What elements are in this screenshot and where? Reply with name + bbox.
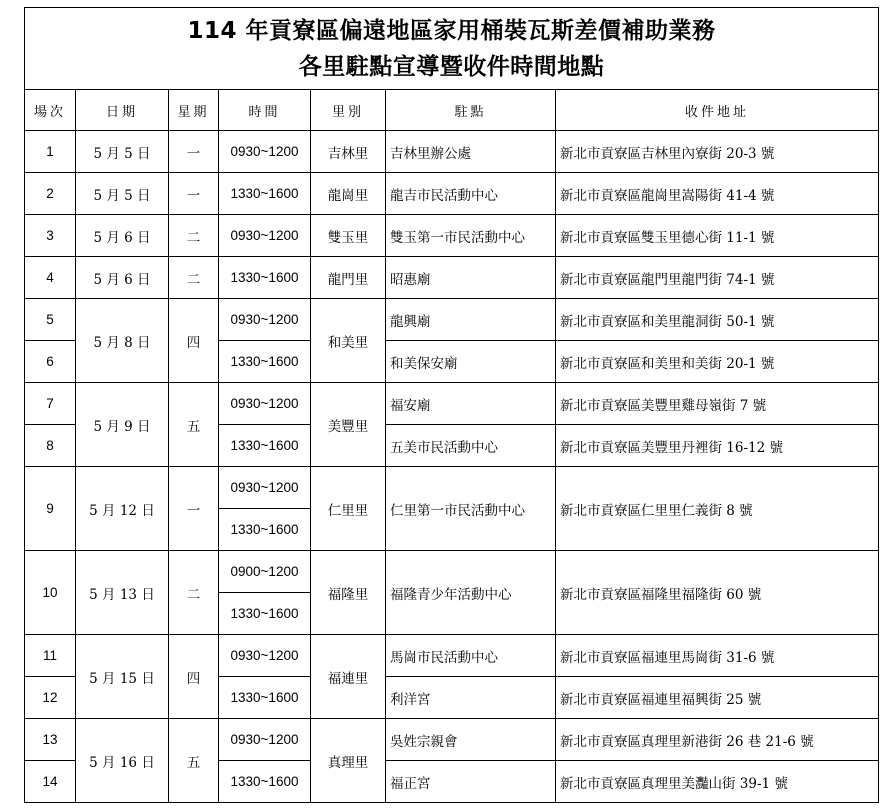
time-cell: 1330~1600: [219, 761, 311, 803]
header-time: 時間: [219, 90, 311, 131]
document-page: [24, 7, 878, 803]
village-cell: 真理里: [311, 719, 386, 803]
session-number: 8: [25, 425, 76, 467]
title-block: [25, 8, 879, 90]
date-cell: 5 月 5 日: [76, 131, 169, 173]
address-cell: 新北市貢寮區吉林里內寮街 20-3 號: [556, 131, 879, 173]
session-number: 2: [25, 173, 76, 215]
village-cell: 福連里: [311, 635, 386, 719]
time-cell: 1330~1600: [219, 425, 311, 467]
weekday-cell: 一: [169, 467, 219, 551]
address-cell: 新北市貢寮區美豐里丹裡街 16-12 號: [556, 425, 879, 467]
session-number: 1: [25, 131, 76, 173]
session-number: 7: [25, 383, 76, 425]
date-cell: 5 月 13 日: [76, 551, 169, 635]
village-cell: 雙玉里: [311, 215, 386, 257]
session-number: 5: [25, 299, 76, 341]
weekday-cell: 一: [169, 131, 219, 173]
table-row: [25, 635, 879, 677]
time-cell: 1330~1600: [219, 677, 311, 719]
address-cell: 新北市貢寮區仁里里仁義街 8 號: [556, 467, 879, 551]
village-cell: 龍門里: [311, 257, 386, 299]
station-cell: 五美市民活動中心: [386, 425, 556, 467]
time-cell: 1330~1600: [219, 341, 311, 383]
weekday-cell: 五: [169, 719, 219, 803]
village-cell: 仁里里: [311, 467, 386, 551]
village-cell: 龍崗里: [311, 173, 386, 215]
station-cell: 昭惠廟: [386, 257, 556, 299]
session-number: 4: [25, 257, 76, 299]
session-number: 10: [25, 551, 76, 635]
session-number: 6: [25, 341, 76, 383]
time-cell: 0930~1200: [219, 131, 311, 173]
address-cell: 新北市貢寮區福連里福興街 25 號: [556, 677, 879, 719]
table-row: [25, 467, 879, 509]
date-cell: 5 月 15 日: [76, 635, 169, 719]
station-cell: 福隆青少年活動中心: [386, 551, 556, 635]
session-number: 11: [25, 635, 76, 677]
station-cell: 吳姓宗親會: [386, 719, 556, 761]
table-header: [25, 90, 879, 131]
header-date: 日期: [76, 90, 169, 131]
time-cell: 0930~1200: [219, 299, 311, 341]
address-cell: 新北市貢寮區真理里美灩山街 39-1 號: [556, 761, 879, 803]
date-cell: 5 月 6 日: [76, 257, 169, 299]
header-address: 收件地址: [556, 90, 879, 131]
weekday-cell: 五: [169, 383, 219, 467]
weekday-cell: 二: [169, 215, 219, 257]
header-weekday: 星期: [169, 90, 219, 131]
date-cell: 5 月 5 日: [76, 173, 169, 215]
session-number: 13: [25, 719, 76, 761]
table-row: [25, 173, 879, 215]
station-cell: 福安廟: [386, 383, 556, 425]
village-cell: 福隆里: [311, 551, 386, 635]
station-cell: 龍吉市民活動中心: [386, 173, 556, 215]
table-row: [25, 131, 879, 173]
date-cell: 5 月 16 日: [76, 719, 169, 803]
station-cell: 雙玉第一市民活動中心: [386, 215, 556, 257]
session-number: 12: [25, 677, 76, 719]
time-cell: 1330~1600: [219, 593, 311, 635]
address-cell: 新北市貢寮區美豐里雞母嶺街 7 號: [556, 383, 879, 425]
date-cell: 5 月 9 日: [76, 383, 169, 467]
station-cell: 龍興廟: [386, 299, 556, 341]
session-number: 3: [25, 215, 76, 257]
weekday-cell: 四: [169, 299, 219, 383]
address-cell: 新北市貢寮區真理里新港街 26 巷 21-6 號: [556, 719, 879, 761]
time-cell: 0930~1200: [219, 719, 311, 761]
time-cell: 0930~1200: [219, 215, 311, 257]
table-row: [25, 215, 879, 257]
table-row: [25, 551, 879, 593]
date-cell: 5 月 8 日: [76, 299, 169, 383]
weekday-cell: 四: [169, 635, 219, 719]
time-cell: 0930~1200: [219, 383, 311, 425]
village-cell: 美豐里: [311, 383, 386, 467]
address-cell: 新北市貢寮區龍崗里嵩陽街 41-4 號: [556, 173, 879, 215]
weekday-cell: 二: [169, 551, 219, 635]
session-number: 14: [25, 761, 76, 803]
session-number: 9: [25, 467, 76, 551]
address-cell: 新北市貢寮區福隆里福隆街 60 號: [556, 551, 879, 635]
header-village: 里別: [311, 90, 386, 131]
station-cell: 仁里第一市民活動中心: [386, 467, 556, 551]
weekday-cell: 一: [169, 173, 219, 215]
address-cell: 新北市貢寮區和美里和美街 20-1 號: [556, 341, 879, 383]
time-cell: 0900~1200: [219, 551, 311, 593]
time-cell: 1330~1600: [219, 509, 311, 551]
village-cell: 和美里: [311, 299, 386, 383]
document-title: 114 年貢寮區偏遠地區家用桶裝瓦斯差價補助業務: [187, 17, 716, 44]
table-row: [25, 383, 879, 425]
header-session: 場次: [25, 90, 76, 131]
station-cell: 吉林里辦公處: [386, 131, 556, 173]
address-cell: 新北市貢寮區和美里龍洞街 50-1 號: [556, 299, 879, 341]
time-cell: 0930~1200: [219, 635, 311, 677]
address-cell: 新北市貢寮區龍門里龍門街 74-1 號: [556, 257, 879, 299]
date-cell: 5 月 12 日: [76, 467, 169, 551]
weekday-cell: 二: [169, 257, 219, 299]
time-cell: 1330~1600: [219, 173, 311, 215]
time-cell: 0930~1200: [219, 467, 311, 509]
header-station: 駐點: [386, 90, 556, 131]
station-cell: 利洋宮: [386, 677, 556, 719]
address-cell: 新北市貢寮區福連里馬崗街 31-6 號: [556, 635, 879, 677]
time-cell: 1330~1600: [219, 257, 311, 299]
station-cell: 和美保安廟: [386, 341, 556, 383]
table-row: [25, 719, 879, 761]
station-cell: 福正宮: [386, 761, 556, 803]
station-cell: 馬崗市民活動中心: [386, 635, 556, 677]
table-row: [25, 257, 879, 299]
table-row: [25, 299, 879, 341]
address-cell: 新北市貢寮區雙玉里德心街 11-1 號: [556, 215, 879, 257]
document-subtitle: 各里駐點宣導暨收件時間地點: [298, 53, 605, 80]
village-cell: 吉林里: [311, 131, 386, 173]
schedule-table: [24, 7, 879, 803]
date-cell: 5 月 6 日: [76, 215, 169, 257]
